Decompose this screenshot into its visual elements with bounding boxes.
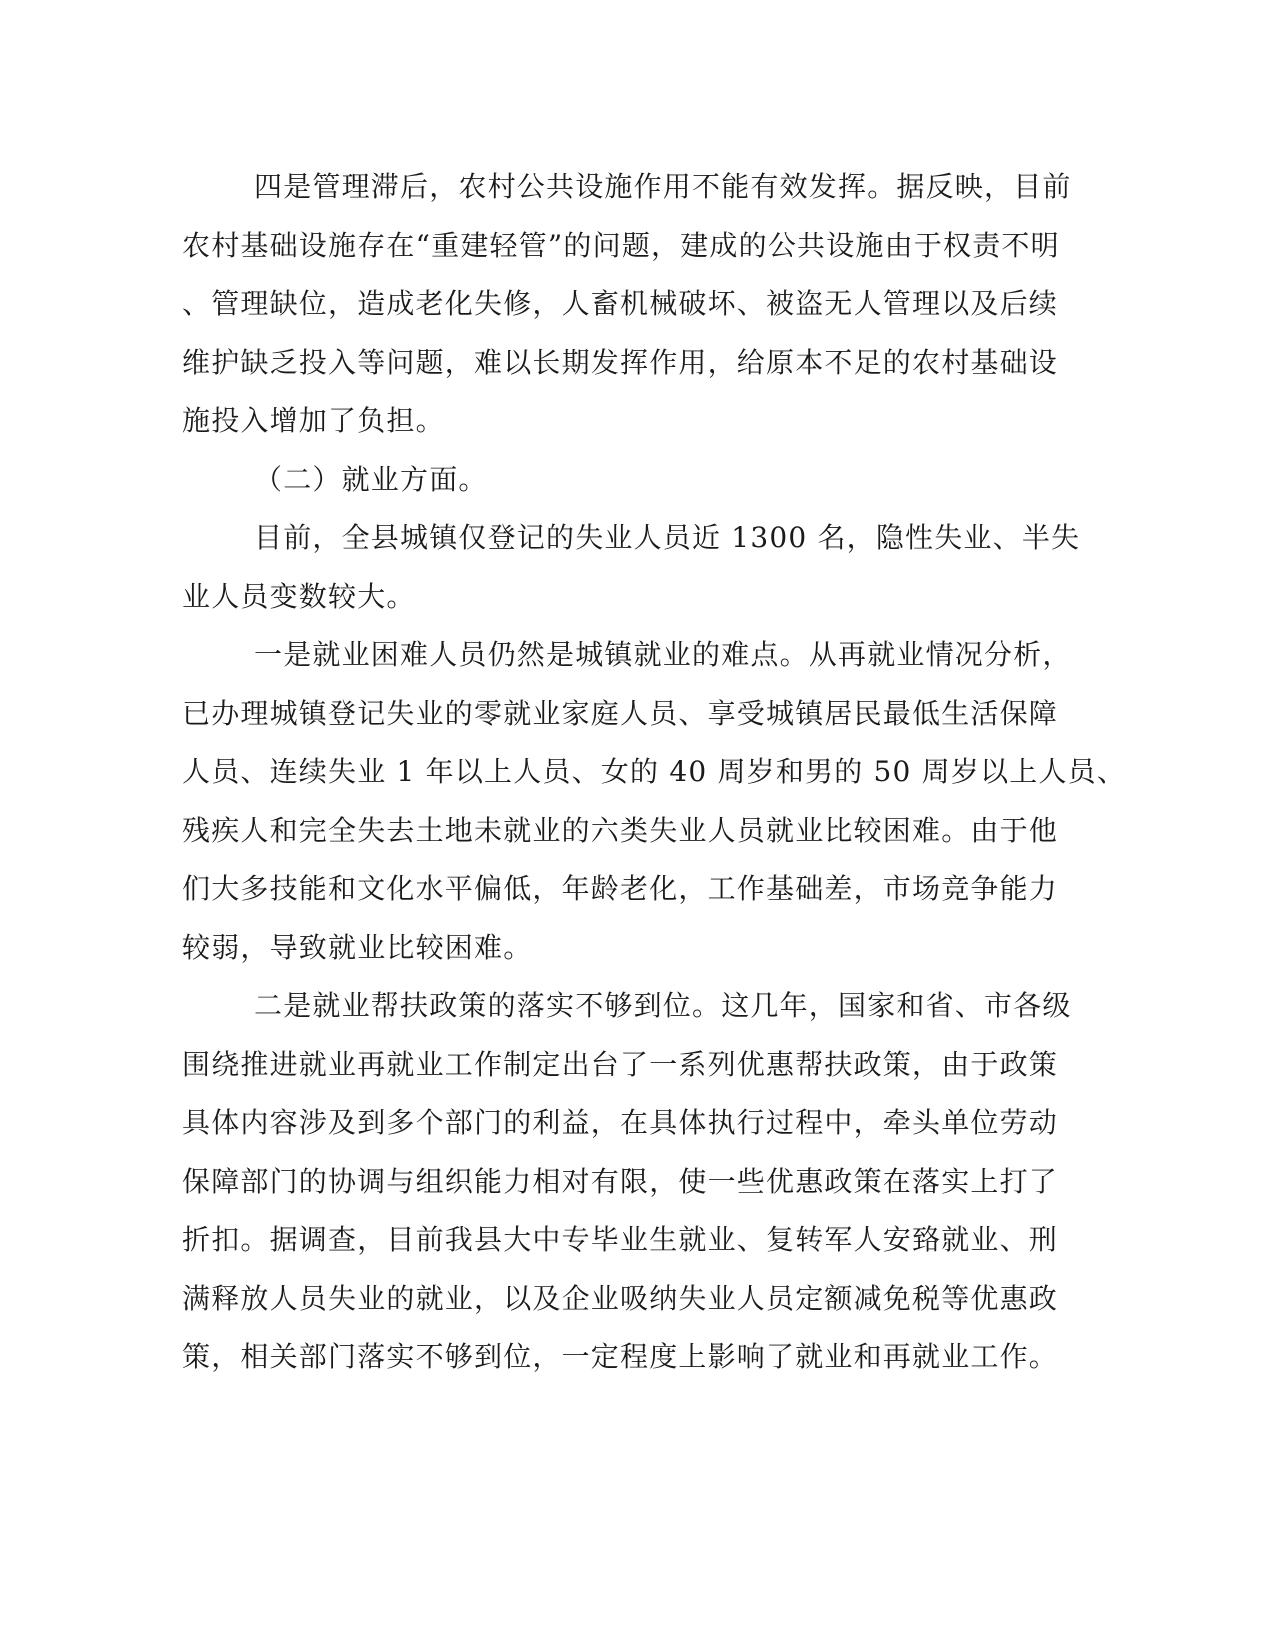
text-line: 二是就业帮扶政策的落实不够到位。这几年，国家和省、市各级 xyxy=(254,989,1072,1022)
text-line: 人员、连续失业 1 年以上人员、女的 40 周岁和男的 50 周岁以上人员、 xyxy=(182,755,1127,788)
text-line: 、管理缺位，造成老化失修，人畜机械破坏、被盗无人管理以及后续 xyxy=(182,287,1059,320)
text-line: 一是就业困难人员仍然是城镇就业的难点。从再就业情况分析， xyxy=(254,638,1072,671)
text-line: 围绕推进就业再就业工作制定出台了一系列优惠帮扶政策，由于政策 xyxy=(182,1047,1059,1081)
text-line: 农村基础设施存在“重建轻管”的问题，建成的公共设施由于权责不明 xyxy=(182,228,1060,262)
text-line: 较弱，导致就业比较困难。 xyxy=(182,930,533,964)
text-line: 残疾人和完全失去土地未就业的六类失业人员就业比较困难。由于他 xyxy=(182,813,1059,847)
text-line: 业人员变数较大。 xyxy=(182,579,416,613)
text-line: 折扣。据调查，目前我县大中专毕业生就业、复转军人安臵就业、刑 xyxy=(182,1223,1059,1256)
text-line: 维护缺乏投入等问题，难以长期发挥作用，给原本不足的农村基础设 xyxy=(182,345,1059,379)
text-line: 施投入增加了负担。 xyxy=(182,404,445,437)
section-heading: （二）就业方面。 xyxy=(254,462,488,496)
text-line: 目前，全县城镇仅登记的失业人员近 1300 名，隐性失业、半失 xyxy=(254,521,1081,554)
text-line: 们大多技能和文化水平偏低，年龄老化，工作基础差，市场竞争能力 xyxy=(182,872,1059,905)
body-text xyxy=(182,158,1127,1387)
text-line: 保障部门的协调与组织能力相对有限，使一些优惠政策在落实上打了 xyxy=(182,1164,1059,1198)
text-line: 满释放人员失业的就业，以及企业吸纳失业人员定额减免税等优惠政 xyxy=(182,1281,1059,1315)
text-line: 具体内容涉及到多个部门的利益，在具体执行过程中，牵头单位劳动 xyxy=(182,1106,1059,1139)
text-line: 已办理城镇登记失业的零就业家庭人员、享受城镇居民最低生活保障 xyxy=(182,696,1059,730)
text-line: 四是管理滞后，农村公共设施作用不能有效发挥。据反映，目前 xyxy=(254,170,1072,203)
text-line: 策，相关部门落实不够到位，一定程度上影响了就业和再就业工作。 xyxy=(182,1340,1059,1373)
